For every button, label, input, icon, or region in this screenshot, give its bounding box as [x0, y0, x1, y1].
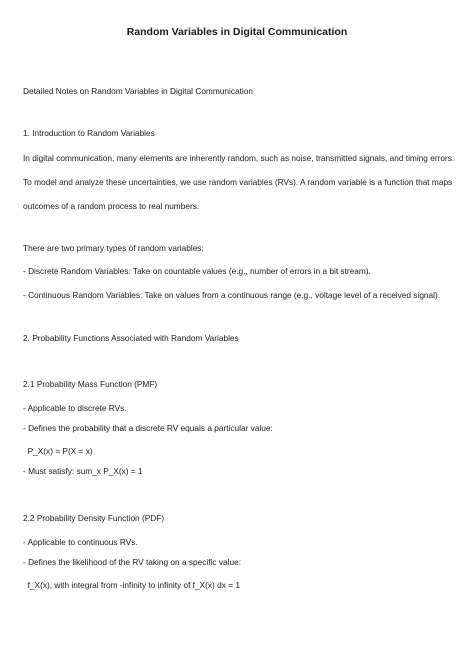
section-1-paragraph-line: In digital communication, many elements are inherently random, such as noise, transmitted signals, and timing errors. [23, 153, 455, 163]
rv-type-bullet: - Continuous Random Variables: Take on values from a continuous range (e.g., voltage level of a received signal). [23, 290, 441, 300]
pdf-bullet: - Applicable to continuous RVs. [23, 537, 138, 547]
rv-type-bullet: - Discrete Random Variables: Take on countable values (e.g., number of errors in a bit stream). [23, 266, 371, 276]
pdf-heading: 2.2 Probability Density Function (PDF) [23, 513, 165, 523]
pmf-bullet: - Applicable to discrete RVs. [23, 403, 127, 413]
section-1-heading: 1. Introduction to Random Variables [23, 128, 155, 138]
section-1-paragraph-line: To model and analyze these uncertainties, we use random variables (RVs). A random variable is a function that maps [23, 177, 453, 187]
pmf-heading: 2.1 Probability Mass Function (PMF) [23, 379, 158, 389]
intro-heading: Detailed Notes on Random Variables in Digital Communication [23, 86, 253, 96]
section-1-paragraph-line: outcomes of a random process to real numbers. [23, 201, 200, 211]
pdf-bullet: - Defines the likelihood of the RV taking on a specific value: [23, 557, 241, 567]
pdf-formula: f_X(x), with integral from -infinity to infinity of f_X(x) dx = 1 [23, 580, 240, 590]
rv-types-intro: There are two primary types of random variables: [23, 243, 204, 253]
document-title: Random Variables in Digital Communication [126, 26, 348, 38]
pmf-formula: P_X(x) = P(X = x) [23, 446, 93, 456]
pmf-bullet: - Defines the probability that a discrete RV equals a particular value: [23, 423, 273, 433]
pmf-bullet: - Must satisfy: sum_x P_X(x) = 1 [23, 466, 143, 476]
section-2-heading: 2. Probability Functions Associated with Random Variables [23, 333, 239, 343]
